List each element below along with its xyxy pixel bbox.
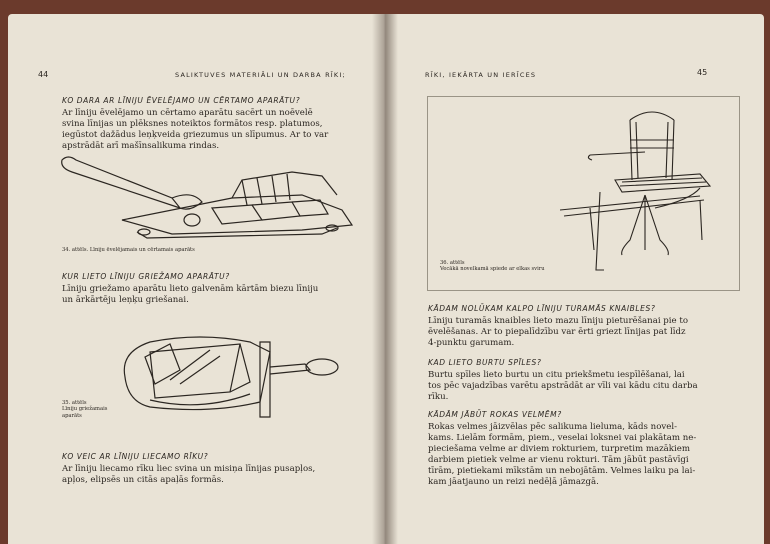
right-page-number: 45 [697, 68, 708, 77]
figure-36-illustration [560, 100, 730, 280]
caption-line: 34. attēls. Līniju ēvelējamais un cērtamais aparāts [62, 247, 195, 253]
left-section-2-heading: KUR LIETO LĪNIJU GRIEŽAMO APARĀTU? [62, 272, 230, 281]
text-line: ēvelēšanas. Ar to piepalīdzību var ērti griezt līnijas pat līdz [428, 327, 686, 337]
figure-36-caption [440, 260, 545, 273]
text-line: tos pēc vajadzības varētu apstrādāt ar vīli vai kādu citu darba [428, 381, 698, 391]
left-section-1-heading: KO DARA AR LĪNIJU ĒVELĒJAMO UN CĒRTAMO APARĀTU? [62, 96, 301, 105]
text-line: darbiem pietiek velme ar vienu rokturi. Tām jābūt pastāvīgi [428, 455, 689, 465]
text-line: pieciešama velme ar diviem rokturiem, turpretim mazākiem [428, 444, 690, 454]
right-section-2-heading: KAD LIETO BURTU SPĪLES? [428, 358, 542, 367]
left-running-head: SALIKTUVES MATERIĀLI UN DARBA RĪKI; [175, 71, 346, 79]
text-line: apstrādāt arī mašīnsalikuma rindas. [62, 141, 220, 151]
caption-line: Vecākā novelkamā spiede ar elkas sviru [440, 266, 545, 273]
text-line: Rokas velmes jāizvēlas pēc salikuma lieluma, kāds novel- [428, 422, 677, 432]
text-line: apļos, elipsēs un citās apaļās formās. [62, 475, 224, 485]
text-line: iegūstot dažādus leņķveida griezumus un slīpumus. Ar to var [62, 130, 329, 140]
right-section-3-body [428, 422, 723, 488]
figure-35-illustration [110, 322, 350, 422]
text-line: un ārkārtēju leņķu griešanai. [62, 295, 189, 305]
right-running-head: RĪKI, IEKĀRTA UN IERĪCES [425, 71, 537, 79]
text-line: svina līnijas un plēksnes noteiktos formātos resp. platumos, [62, 119, 323, 129]
left-page-number: 44 [38, 70, 49, 79]
text-line: Līniju turamās knaibles lieto mazu līniju pieturēšanai pie to [428, 316, 688, 326]
text-line: Līniju griežamo aparātu lieto galvenām kārtām biezu līniju [62, 284, 319, 294]
text-line: kam jāatjauno un reizi nedēļā jāmazgā. [428, 477, 599, 487]
figure-34-illustration [52, 150, 362, 245]
text-line: Ar līniju ēvelējamo un cērtamo aparātu sacērt un noēvelē [62, 108, 313, 118]
text-line: Burtu spīles lieto burtu un citu priekšmetu iespīlēšanai, lai [428, 370, 685, 380]
right-section-1-heading: KĀDAM NOLŪKAM KALPO LĪNIJU TURAMĀS KNAIBLES? [428, 304, 656, 313]
book-spine [372, 14, 398, 544]
left-section-1-body [62, 108, 352, 152]
caption-line: 36. attēls [440, 260, 465, 266]
text-line: Ar līniju liecamo rīku liec svina un misiņa līnijas pusapļos, [62, 464, 316, 474]
text-line: tīrām, pietiekami mīkstām un nebojātām. Velmes laiku pa lai- [428, 466, 696, 476]
left-section-3-heading: KO VEIC AR LĪNIJU LIECAMO RĪKU? [62, 452, 209, 461]
figure-34-caption [62, 247, 195, 253]
caption-line: aparāts [62, 412, 82, 419]
right-section-1-body [428, 316, 723, 349]
right-section-2-body [428, 370, 723, 403]
text-line: kams. Lielām formām, piem., veselai loksnei vai plakātam ne- [428, 433, 697, 443]
left-section-2-body [62, 284, 352, 306]
right-section-3-heading: KĀDĀM JĀBŪT ROKAS VELMĒM? [428, 410, 562, 419]
text-line: 4-punktu garumam. [428, 338, 515, 348]
figure-35-caption [62, 400, 107, 419]
caption-line: Līniju griežamais [62, 406, 108, 413]
left-section-3-body [62, 464, 352, 486]
text-line: rīku. [428, 392, 449, 402]
caption-line: 35. attēls [62, 400, 87, 406]
